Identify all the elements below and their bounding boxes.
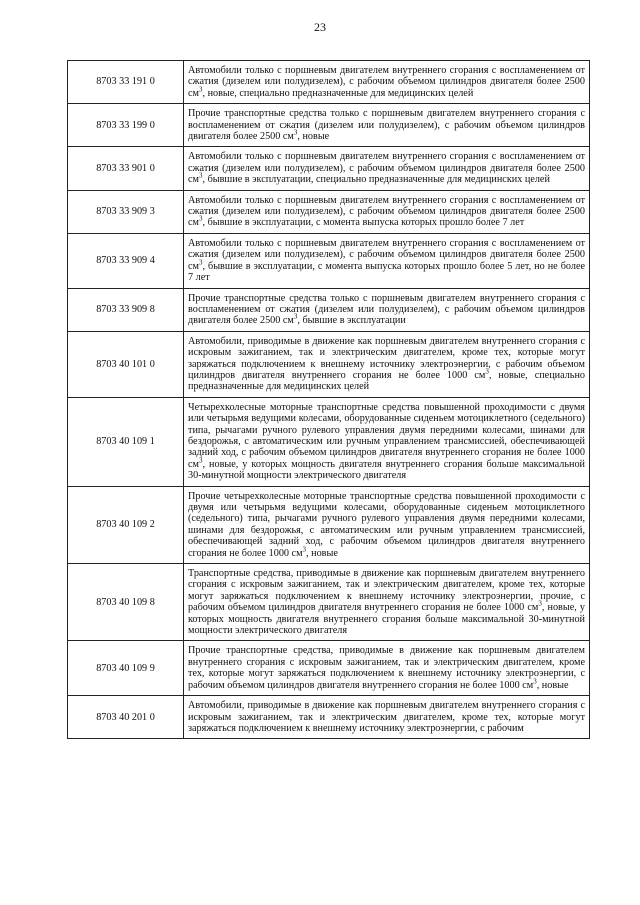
superscript: 3 xyxy=(302,545,307,554)
description-text: Автомобили только с поршневым двигателем внутреннего сгорания с воспламенением от сжатия (дизелем или полудизелем), с рабочим объемом цилиндров двигателя более 2500 см xyxy=(188,151,585,186)
superscript: 3 xyxy=(538,599,542,608)
superscript: 3 xyxy=(198,171,203,180)
description-text: Автомобили только с поршневым двигателем внутреннего сгорания с воспламенением от сжатия (дизелем или полудизелем), с рабочим объемом цилиндров двигателя более 2500 см xyxy=(188,65,585,99)
description-text-tail: , новые xyxy=(536,679,569,691)
description-text: Автомобили только с поршневым двигателем внутреннего сгорания с воспламенением от сжатия (дизелем или полудизелем), с рабочим объемом цилиндров двигателя более 2500 см xyxy=(188,237,585,272)
tariff-code-table xyxy=(67,60,590,739)
code-cell: 8703 33 909 8 xyxy=(68,288,184,331)
description-text: Прочие транспортные средства только с поршневым двигателем внутреннего сгорания с воспламенением от сжатия (дизелем или полудизелем), с рабочим объемом цилиндров двигателя более 2500 см xyxy=(188,292,585,327)
table-row xyxy=(68,486,590,563)
description-text-tail: , новые xyxy=(297,131,330,143)
table-row xyxy=(68,696,590,739)
description-cell xyxy=(184,104,590,147)
table-row xyxy=(68,288,590,331)
code-cell: 8703 33 909 4 xyxy=(68,233,184,288)
description-cell xyxy=(184,486,590,563)
code-cell: 8703 40 109 8 xyxy=(68,564,184,641)
description-text: Транспортные средства, приводимые в движение как поршневым двигателем внутреннего сгорания с искровым зажиганием, так и электрическим двигателем, кроме тех, которые могут заряжаться подключением к внешнему источнику электроэнергии, прочие, с рабочим объемом цилиндров двигателя внутреннего сгорания не более 1000 см xyxy=(188,568,585,614)
description-text-tail: , бывшие в эксплуатации, с момента выпуска которых прошло более 5 лет, но не более 7 лет xyxy=(188,260,585,284)
description-text: Автомобили, приводимые в движение как поршневым двигателем внутреннего сгорания с искровым зажиганием, так и электрическим двигателем, кроме тех, которые могут заряжаться подключением к внешнему источнику электроэнергии, с рабочим объемом цилиндров двигателя внутреннего сгорания не более 1000 см xyxy=(188,335,585,381)
superscript: 3 xyxy=(198,456,203,465)
description-cell xyxy=(184,190,590,233)
page-number: 23 xyxy=(314,20,326,34)
superscript: 3 xyxy=(198,215,203,224)
table-row xyxy=(68,147,590,190)
table-row xyxy=(68,61,590,104)
description-text-tail: , новые, специально предназначенные для медицинских целей xyxy=(188,369,585,393)
description-cell xyxy=(184,288,590,331)
description-cell xyxy=(184,641,590,696)
superscript: 3 xyxy=(293,128,298,137)
table-row xyxy=(68,104,590,147)
description-cell xyxy=(184,233,590,288)
description-text: Автомобили, приводимые в движение как поршневым двигателем внутреннего сгорания с искровым зажиганием, так и электрическим двигателем, кроме тех, которые могут заряжаться подключением к внешнему источнику электроэнергии, с рабочим xyxy=(188,700,585,734)
description-text-tail: , новые, у которых мощность двигателя внутреннего сгорания больше максимальной 30-минутной мощности электрического двигателя xyxy=(188,602,585,637)
code-cell: 8703 33 191 0 xyxy=(68,61,184,104)
table-row xyxy=(68,564,590,641)
code-cell: 8703 40 109 9 xyxy=(68,641,184,696)
description-text: Прочие транспортные средства только с поршневым двигателем внутреннего сгорания с воспламенением от сжатия (дизелем или полудизелем), с рабочим объемом цилиндров двигателя более 2500 см xyxy=(188,108,585,143)
code-cell: 8703 40 101 0 xyxy=(68,331,184,397)
description-cell xyxy=(184,331,590,397)
description-text-tail: , новые xyxy=(306,547,338,559)
code-cell: 8703 33 901 0 xyxy=(68,147,184,190)
table-row xyxy=(68,190,590,233)
code-cell: 8703 33 909 3 xyxy=(68,190,184,233)
table-row xyxy=(68,233,590,288)
description-cell xyxy=(184,61,590,104)
description-text-tail: , бывшие в эксплуатации, специально предназначенные для медицинских целей xyxy=(202,174,550,186)
description-cell xyxy=(184,397,590,486)
superscript: 3 xyxy=(485,367,489,376)
description-text: Прочие четырехколесные моторные транспортные средства повышенной проходимости с двумя или четырьмя ведущими колесами, оборудованные сиденьем мотоциклетного (седельного) типа, рычагами ручного рулевого управления двумя передними колесами, шинами для бездорожья, с автоматическим или ручным управлением трансмиссией, обеспечивающей задний ход, с рабочим объемом цилиндров двигателя внутреннего сгорания не более 1000 см xyxy=(188,490,585,559)
description-text: Автомобили только с поршневым двигателем внутреннего сгорания с воспламенением от сжатия (дизелем или полудизелем), с рабочим объемом цилиндров двигателя более 2500 см xyxy=(188,194,585,229)
superscript: 3 xyxy=(198,85,203,94)
description-text-tail: , новые, у которых мощность двигателя внутреннего сгорания больше максимальной 30-минутной мощности электрического двигателя xyxy=(188,458,585,482)
code-cell: 8703 40 109 1 xyxy=(68,397,184,486)
description-text: Прочие транспортные средства, приводимые в движение как поршневым двигателем внутреннего сгорания с искровым зажиганием, так и электрическим двигателем, кроме тех, которые могут заряжаться подключением к внешнему источнику электроэнергии, с рабочим объемом цилиндров двигателя внутреннего сгорания не более 1000 см xyxy=(188,645,585,691)
description-cell xyxy=(184,564,590,641)
superscript: 3 xyxy=(533,677,537,686)
code-cell: 8703 33 199 0 xyxy=(68,104,184,147)
code-cell: 8703 40 109 2 xyxy=(68,486,184,563)
description-text: Четырехколесные моторные транспортные средства повышенной проходимости с двумя или четырьмя ведущими колесами, оборудованные сиденьем мотоциклетного (седельного) типа, рычагами ручного рулевого управления двумя передними колесами, шинами для бездорожья, с автоматическим или ручным управлением трансмиссией, обеспечивающей задний ход, с рабочим объемом цилиндров двигателя внутреннего сгорания не более 1000 см xyxy=(188,401,585,470)
superscript: 3 xyxy=(198,258,203,267)
description-text-tail: , бывшие в эксплуатации, с момента выпуска которых прошло более 7 лет xyxy=(202,217,525,229)
superscript: 3 xyxy=(293,312,298,321)
code-cell: 8703 40 201 0 xyxy=(68,696,184,739)
table-row xyxy=(68,397,590,486)
tariff-code-table-body xyxy=(68,61,590,739)
description-text-tail: , бывшие в эксплуатации xyxy=(297,315,406,327)
description-cell xyxy=(184,696,590,739)
table-row xyxy=(68,641,590,696)
description-cell xyxy=(184,147,590,190)
table-row xyxy=(68,331,590,397)
description-text-tail: , новые, специально предназначенные для медицинских целей xyxy=(202,87,474,99)
